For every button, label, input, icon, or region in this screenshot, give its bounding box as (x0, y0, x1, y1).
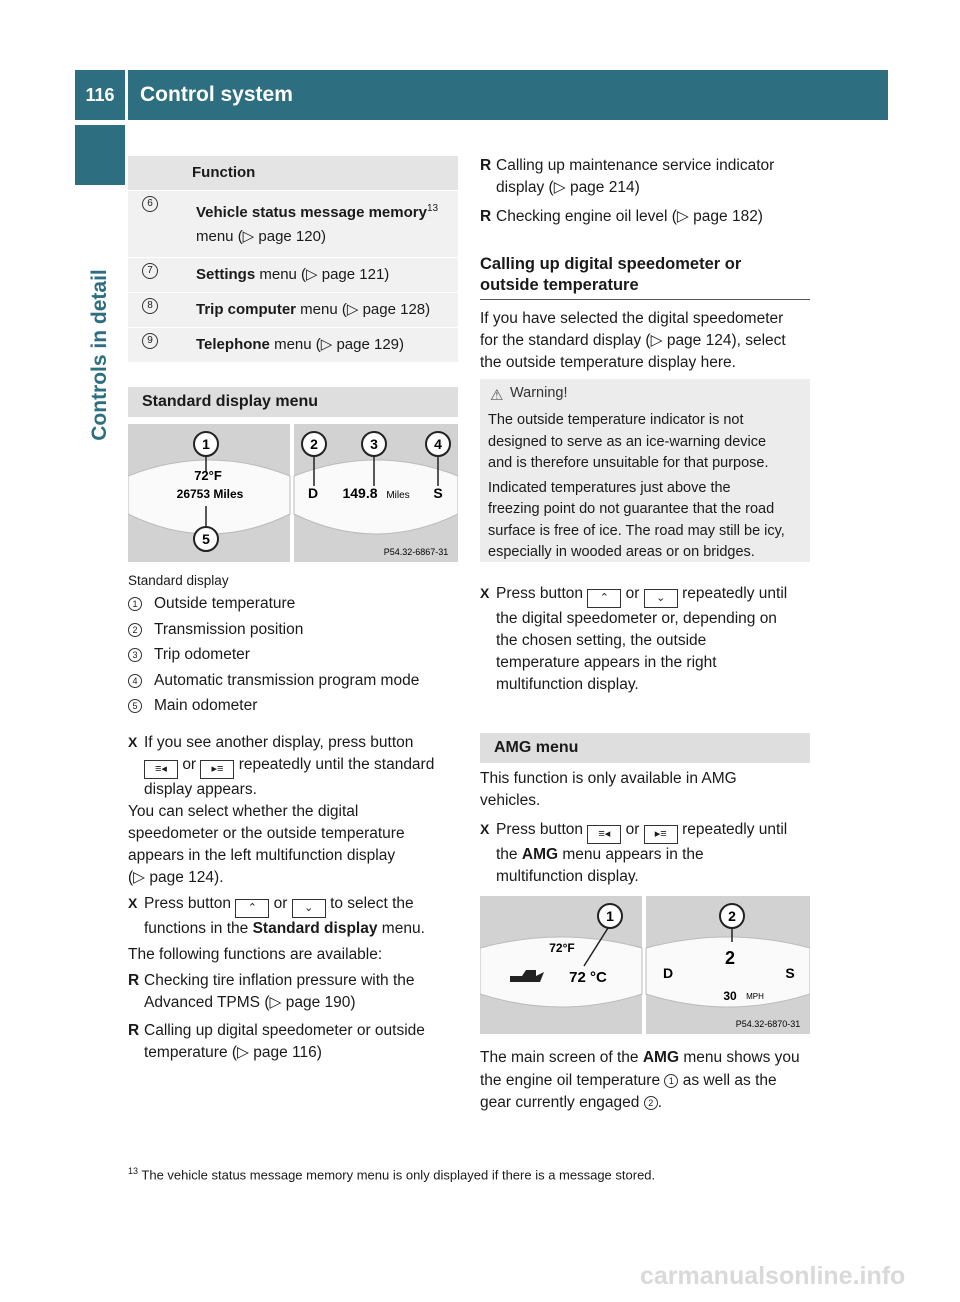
amg-cluster-illustration (480, 896, 810, 1034)
paragraph-line: You can select whether the digital (128, 803, 359, 820)
warning-icon: ⚠ (490, 387, 504, 404)
step-text: If you see another display, press button (144, 734, 414, 751)
row-rest-text: menu (▷ page 128) (296, 301, 431, 318)
section-heading-standard: Standard display menu (128, 387, 458, 417)
menu-forward-button-icon: ▸≡ (644, 825, 678, 844)
callout-1 (598, 904, 622, 928)
availability-text: The following functions are available: (128, 946, 383, 963)
legend-text: Transmission position (154, 620, 304, 638)
up-button-icon: ⌃ (587, 589, 621, 608)
display-odometer: 26753 Miles (176, 487, 244, 501)
amg-temp: 72°F (549, 941, 575, 955)
legend-number: 4 (128, 674, 142, 688)
list-item: R Checking tire inflation pressure with the (128, 972, 415, 989)
callout-5 (194, 527, 218, 551)
warning-title: Warning! (510, 385, 568, 401)
sub-heading: Calling up digital speedometer or outside temperature (480, 254, 810, 300)
paragraph: The main screen of the AMG menu shows you the engine oil temperature 1 as well as the gear currently engaged 2 . (480, 1049, 800, 1111)
step-marker-x: X (128, 895, 138, 911)
amg-speed: 30 (723, 989, 737, 1003)
display-gear: D (307, 485, 319, 501)
paragraph: This function is only available in AMG vehicles. (480, 770, 737, 809)
row-rest-text: menu (▷ page 120) (196, 228, 326, 245)
legend-text: Automatic transmission program mode (154, 671, 420, 689)
legend-text: Trip odometer (154, 646, 250, 663)
footnote-ref: 13 (426, 203, 439, 214)
instruction-step (128, 731, 463, 801)
step-marker-x: X (480, 585, 490, 601)
step-marker-x: X (128, 734, 138, 750)
side-chapter-text: Controls in detail (88, 269, 111, 441)
table-row (128, 328, 458, 363)
callout-4 (426, 432, 450, 456)
callout-number: 9 (142, 333, 158, 349)
table-row (128, 258, 458, 293)
legend-number: 3 (128, 648, 142, 662)
warning-text: The outside temperature indicator is not designed to serve as an ice-warning device and is therefore unsuitable for that purpose. Indicated temperatures just above the freezing point do not guarantee that the road surface is free of ice. The road may still be icy, especially in wooded areas or on bridges. (488, 412, 785, 560)
amg-right: S (785, 965, 795, 981)
table-row (128, 191, 458, 258)
row-rest-text: menu (▷ page 121) (255, 266, 390, 283)
legend-item (128, 642, 458, 668)
list-item: R Calling up maintenance service indicator (480, 157, 775, 174)
amg-speed-unit: MPH (746, 992, 764, 1001)
list-item: R Calling up digital speedometer or outside (128, 1022, 425, 1039)
row-bold-label: Telephone (196, 336, 270, 353)
figure-code: P54.32-6870-31 (735, 1019, 801, 1029)
legend-number: 5 (128, 699, 142, 713)
down-button-icon: ⌄ (292, 899, 326, 918)
table-header (128, 156, 458, 191)
callout-number: 8 (142, 298, 158, 314)
bullet-list (480, 155, 810, 228)
footnote-number: 13 (128, 1166, 139, 1176)
side-tab-marker (75, 125, 125, 185)
page-number: 116 (75, 70, 125, 120)
svg-text:1: 1 (606, 908, 614, 924)
step-marker-x: X (480, 821, 490, 837)
callout-number: 7 (142, 263, 158, 279)
list-item: R Checking engine oil level (▷ page 182) (480, 208, 763, 225)
header-bar (128, 70, 888, 120)
figure-caption: Standard display (128, 573, 229, 588)
amg-gear: 2 (724, 948, 736, 968)
paragraph-line: appears in the left multifunction display (128, 847, 396, 864)
display-temp: 72°F (194, 468, 222, 483)
legend-item (128, 591, 458, 617)
step-text: Press button (144, 895, 232, 912)
table-row (128, 293, 458, 328)
paragraph-line: (▷ page 124). (128, 869, 224, 886)
step-text: display appears. (144, 781, 257, 798)
side-chapter-label (75, 185, 125, 525)
row-bold-label: Trip computer (196, 301, 297, 318)
list-item-cont: temperature (▷ page 116) (144, 1044, 322, 1061)
warning-box (480, 379, 810, 562)
function-table (128, 156, 458, 362)
legend-item (128, 617, 458, 643)
step-text: or (182, 756, 197, 773)
legend-item (128, 668, 458, 694)
callout-number: 1 (664, 1074, 678, 1088)
svg-text:1: 1 (202, 436, 210, 452)
row-bold-label: Vehicle status message memory (196, 204, 427, 221)
callout-1 (194, 432, 218, 456)
step-text: menu. (377, 920, 425, 937)
menu-back-button-icon: ≡◂ (144, 760, 178, 779)
svg-text:4: 4 (434, 436, 442, 452)
callout-3 (362, 432, 386, 456)
instrument-cluster-illustration (128, 424, 458, 562)
list-item-cont: Advanced TPMS (▷ page 190) (144, 994, 356, 1011)
section-heading-amg: AMG menu (480, 733, 810, 763)
legend-text: Outside temperature (154, 595, 296, 612)
callout-2 (302, 432, 326, 456)
display-mode: S (433, 485, 443, 501)
legend-number: 2 (128, 623, 142, 637)
watermark: carmanualsonline.info (640, 1262, 906, 1290)
step-text: repeatedly until the standard (238, 756, 435, 773)
amg-left: D (662, 965, 674, 981)
up-button-icon: ⌃ (235, 899, 269, 918)
bullet-list (128, 970, 458, 1064)
list-item-cont: display (▷ page 214) (496, 179, 640, 196)
display-trip: 149.8 (342, 485, 378, 501)
instruction-step (128, 892, 463, 940)
paragraph: If you have selected the digital speedometer for the standard display (▷ page 124), select the outside temperature display here. (480, 310, 786, 371)
menu-back-button-icon: ≡◂ (587, 825, 621, 844)
step-text: or (273, 895, 288, 912)
step-text: functions in the (144, 920, 249, 937)
amg-display-image (480, 896, 810, 1034)
svg-text:2: 2 (728, 908, 736, 924)
instruction-step: X Press button ⌃ or ⌄ repeatedly until the digital speedometer or, depending on the chosen setting, the outside temperature appears in the right multifunction display. (480, 582, 815, 696)
svg-text:5: 5 (202, 531, 210, 547)
figure-code: P54.32-6867-31 (383, 547, 449, 557)
display-trip-unit: Miles (386, 490, 410, 501)
svg-text:2: 2 (310, 436, 318, 452)
step-bold: Standard display (252, 920, 378, 937)
page-title: Control system (140, 83, 293, 106)
legend-item (128, 693, 458, 719)
down-button-icon: ⌄ (644, 589, 678, 608)
amg-oil-temp: 72 °C (569, 969, 607, 986)
paragraph-line: speedometer or the outside temperature (128, 825, 405, 842)
row-bold-label: Settings (196, 266, 256, 283)
table-header-function: Function (192, 164, 256, 181)
menu-forward-button-icon: ▸≡ (200, 760, 234, 779)
legend-text: Main odometer (154, 697, 258, 714)
row-rest-text: menu (▷ page 129) (269, 336, 405, 353)
svg-text:3: 3 (370, 436, 378, 452)
step-text: to select the (330, 895, 414, 912)
instruction-step: X Press button ≡◂ or ▸≡ repeatedly until the AMG menu appears in the multifunction display. (480, 818, 815, 888)
footnote (128, 1166, 828, 1182)
paragraph (128, 801, 458, 889)
legend-number: 1 (128, 597, 142, 611)
callout-number: 6 (142, 196, 158, 212)
footnote-text: The vehicle status message memory menu is only displayed if there is a message stored. (141, 1167, 656, 1183)
callout-number: 2 (644, 1096, 658, 1110)
legend-list (128, 591, 458, 719)
standard-display-image (128, 424, 458, 562)
callout-2 (720, 904, 744, 928)
